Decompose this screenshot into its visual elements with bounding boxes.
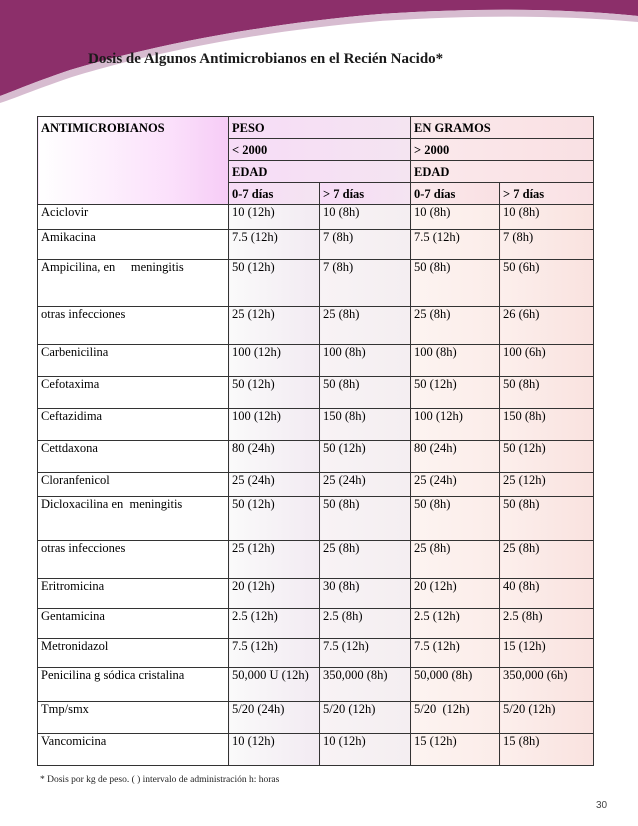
- table-row: [38, 609, 594, 639]
- table-row: [38, 639, 594, 668]
- dose-over-7-days-under-2000: 7 (8h): [320, 230, 411, 260]
- drug-name: Ampicilina, en meningitis: [38, 260, 229, 307]
- dose-0-7-days-over-2000: 50 (8h): [411, 497, 500, 541]
- dose-0-7-days-under-2000: 25 (24h): [229, 473, 320, 497]
- dose-over-7-days-over-2000: 150 (8h): [500, 409, 594, 441]
- document-title: Dosis de Algunos Antimicrobianos en el Recién Nacido*: [88, 51, 444, 67]
- table-row: [38, 497, 594, 541]
- dose-over-7-days-under-2000: 10 (8h): [320, 205, 411, 230]
- dose-over-7-days-over-2000: 7 (8h): [500, 230, 594, 260]
- dose-over-7-days-under-2000: 7.5 (12h): [320, 639, 411, 668]
- dose-over-7-days-over-2000: 10 (8h): [500, 205, 594, 230]
- dose-0-7-days-over-2000: 100 (8h): [411, 345, 500, 377]
- table-row: [38, 205, 594, 230]
- table-row: [38, 345, 594, 377]
- dose-over-7-days-over-2000: 100 (6h): [500, 345, 594, 377]
- header-weight-under-2000: < 2000: [229, 139, 411, 161]
- drug-name: Dicloxacilina en meningitis: [38, 497, 229, 541]
- dose-0-7-days-over-2000: 7.5 (12h): [411, 230, 500, 260]
- table-row: [38, 409, 594, 441]
- drug-name: Amikacina: [38, 230, 229, 260]
- drug-name: otras infecciones: [38, 541, 229, 579]
- drug-name: Eritromicina: [38, 579, 229, 609]
- header-weight-over-2000: > 2000: [411, 139, 594, 161]
- dose-0-7-days-over-2000: 15 (12h): [411, 734, 500, 766]
- drug-name: Ceftazidima: [38, 409, 229, 441]
- dose-over-7-days-under-2000: 25 (24h): [320, 473, 411, 497]
- dose-0-7-days-under-2000: 100 (12h): [229, 345, 320, 377]
- header-edad-under-2000: EDAD: [229, 161, 411, 183]
- dose-over-7-days-over-2000: 25 (8h): [500, 541, 594, 579]
- dose-over-7-days-under-2000: 30 (8h): [320, 579, 411, 609]
- dose-0-7-days-under-2000: 2.5 (12h): [229, 609, 320, 639]
- drug-name: otras infecciones: [38, 307, 229, 345]
- dose-0-7-days-under-2000: 10 (12h): [229, 205, 320, 230]
- dose-over-7-days-over-2000: 25 (12h): [500, 473, 594, 497]
- dose-0-7-days-over-2000: 25 (24h): [411, 473, 500, 497]
- drug-name: Gentamicina: [38, 609, 229, 639]
- dose-0-7-days-over-2000: 80 (24h): [411, 441, 500, 473]
- dose-over-7-days-under-2000: 50 (8h): [320, 377, 411, 409]
- table-row: [38, 702, 594, 734]
- dose-over-7-days-under-2000: 2.5 (8h): [320, 609, 411, 639]
- drug-name: Aciclovir: [38, 205, 229, 230]
- dose-over-7-days-under-2000: 100 (8h): [320, 345, 411, 377]
- table-row: [38, 541, 594, 579]
- dose-0-7-days-over-2000: 20 (12h): [411, 579, 500, 609]
- dose-over-7-days-under-2000: 50 (8h): [320, 497, 411, 541]
- dose-0-7-days-under-2000: 50 (12h): [229, 497, 320, 541]
- dose-over-7-days-over-2000: 40 (8h): [500, 579, 594, 609]
- dose-over-7-days-under-2000: 350,000 (8h): [320, 668, 411, 702]
- dose-over-7-days-under-2000: 7 (8h): [320, 260, 411, 307]
- table-row: [38, 307, 594, 345]
- column-header-antimicrobianos: ANTIMICROBIANOS: [38, 117, 229, 205]
- dose-over-7-days-over-2000: 350,000 (6h): [500, 668, 594, 702]
- table-row: [38, 377, 594, 409]
- dose-0-7-days-over-2000: 50 (8h): [411, 260, 500, 307]
- header-age-0-7-days-low: 0-7 días: [229, 183, 320, 205]
- dose-0-7-days-over-2000: 10 (8h): [411, 205, 500, 230]
- dose-over-7-days-over-2000: 15 (8h): [500, 734, 594, 766]
- dose-over-7-days-under-2000: 10 (12h): [320, 734, 411, 766]
- dose-0-7-days-under-2000: 7.5 (12h): [229, 639, 320, 668]
- dose-0-7-days-under-2000: 100 (12h): [229, 409, 320, 441]
- dose-0-7-days-over-2000: 50 (12h): [411, 377, 500, 409]
- drug-name: Metronidazol: [38, 639, 229, 668]
- dose-0-7-days-under-2000: 80 (24h): [229, 441, 320, 473]
- dose-0-7-days-over-2000: 7.5 (12h): [411, 639, 500, 668]
- dose-0-7-days-under-2000: 5/20 (24h): [229, 702, 320, 734]
- dose-0-7-days-under-2000: 50 (12h): [229, 260, 320, 307]
- dose-0-7-days-under-2000: 50 (12h): [229, 377, 320, 409]
- header-en-gramos: EN GRAMOS: [411, 117, 594, 139]
- dose-0-7-days-under-2000: 25 (12h): [229, 307, 320, 345]
- header-age-over-7-days-high: > 7 días: [500, 183, 594, 205]
- header-edad-over-2000: EDAD: [411, 161, 594, 183]
- dose-0-7-days-over-2000: 2.5 (12h): [411, 609, 500, 639]
- dose-over-7-days-over-2000: 50 (12h): [500, 441, 594, 473]
- dose-over-7-days-over-2000: 15 (12h): [500, 639, 594, 668]
- table-row: [38, 473, 594, 497]
- table-row: [38, 441, 594, 473]
- drug-name: Carbenicilina: [38, 345, 229, 377]
- table-row: [38, 579, 594, 609]
- table-row: [38, 668, 594, 702]
- table-row: [38, 260, 594, 307]
- header-peso: PESO: [229, 117, 411, 139]
- drug-name: Vancomicina: [38, 734, 229, 766]
- table-row: [38, 734, 594, 766]
- dose-over-7-days-under-2000: 25 (8h): [320, 541, 411, 579]
- table-row: [38, 230, 594, 260]
- dose-over-7-days-under-2000: 5/20 (12h): [320, 702, 411, 734]
- dose-0-7-days-over-2000: 25 (8h): [411, 307, 500, 345]
- dose-0-7-days-over-2000: 25 (8h): [411, 541, 500, 579]
- drug-name: Tmp/smx: [38, 702, 229, 734]
- dose-0-7-days-under-2000: 10 (12h): [229, 734, 320, 766]
- dose-over-7-days-over-2000: 50 (8h): [500, 497, 594, 541]
- dose-over-7-days-under-2000: 150 (8h): [320, 409, 411, 441]
- dose-over-7-days-over-2000: 50 (8h): [500, 377, 594, 409]
- drug-name: Penicilina g sódica cristalina: [38, 668, 229, 702]
- dosage-table: [37, 116, 594, 766]
- dose-0-7-days-under-2000: 7.5 (12h): [229, 230, 320, 260]
- dose-0-7-days-under-2000: 50,000 U (12h): [229, 668, 320, 702]
- dose-over-7-days-over-2000: 50 (6h): [500, 260, 594, 307]
- header-age-0-7-days-high: 0-7 días: [411, 183, 500, 205]
- dose-0-7-days-over-2000: 50,000 (8h): [411, 668, 500, 702]
- dose-over-7-days-over-2000: 2.5 (8h): [500, 609, 594, 639]
- drug-name: Cefotaxima: [38, 377, 229, 409]
- dose-over-7-days-over-2000: 26 (6h): [500, 307, 594, 345]
- drug-name: Cloranfenicol: [38, 473, 229, 497]
- drug-name: Cettdaxona: [38, 441, 229, 473]
- dose-0-7-days-over-2000: 100 (12h): [411, 409, 500, 441]
- dose-0-7-days-under-2000: 25 (12h): [229, 541, 320, 579]
- header-age-over-7-days-low: > 7 días: [320, 183, 411, 205]
- dose-0-7-days-over-2000: 5/20 (12h): [411, 702, 500, 734]
- dose-over-7-days-under-2000: 50 (12h): [320, 441, 411, 473]
- page-number: 30: [596, 800, 608, 811]
- dose-over-7-days-over-2000: 5/20 (12h): [500, 702, 594, 734]
- footnote: * Dosis por kg de peso. ( ) intervalo de administración h: horas: [40, 775, 280, 785]
- dose-over-7-days-under-2000: 25 (8h): [320, 307, 411, 345]
- dose-0-7-days-under-2000: 20 (12h): [229, 579, 320, 609]
